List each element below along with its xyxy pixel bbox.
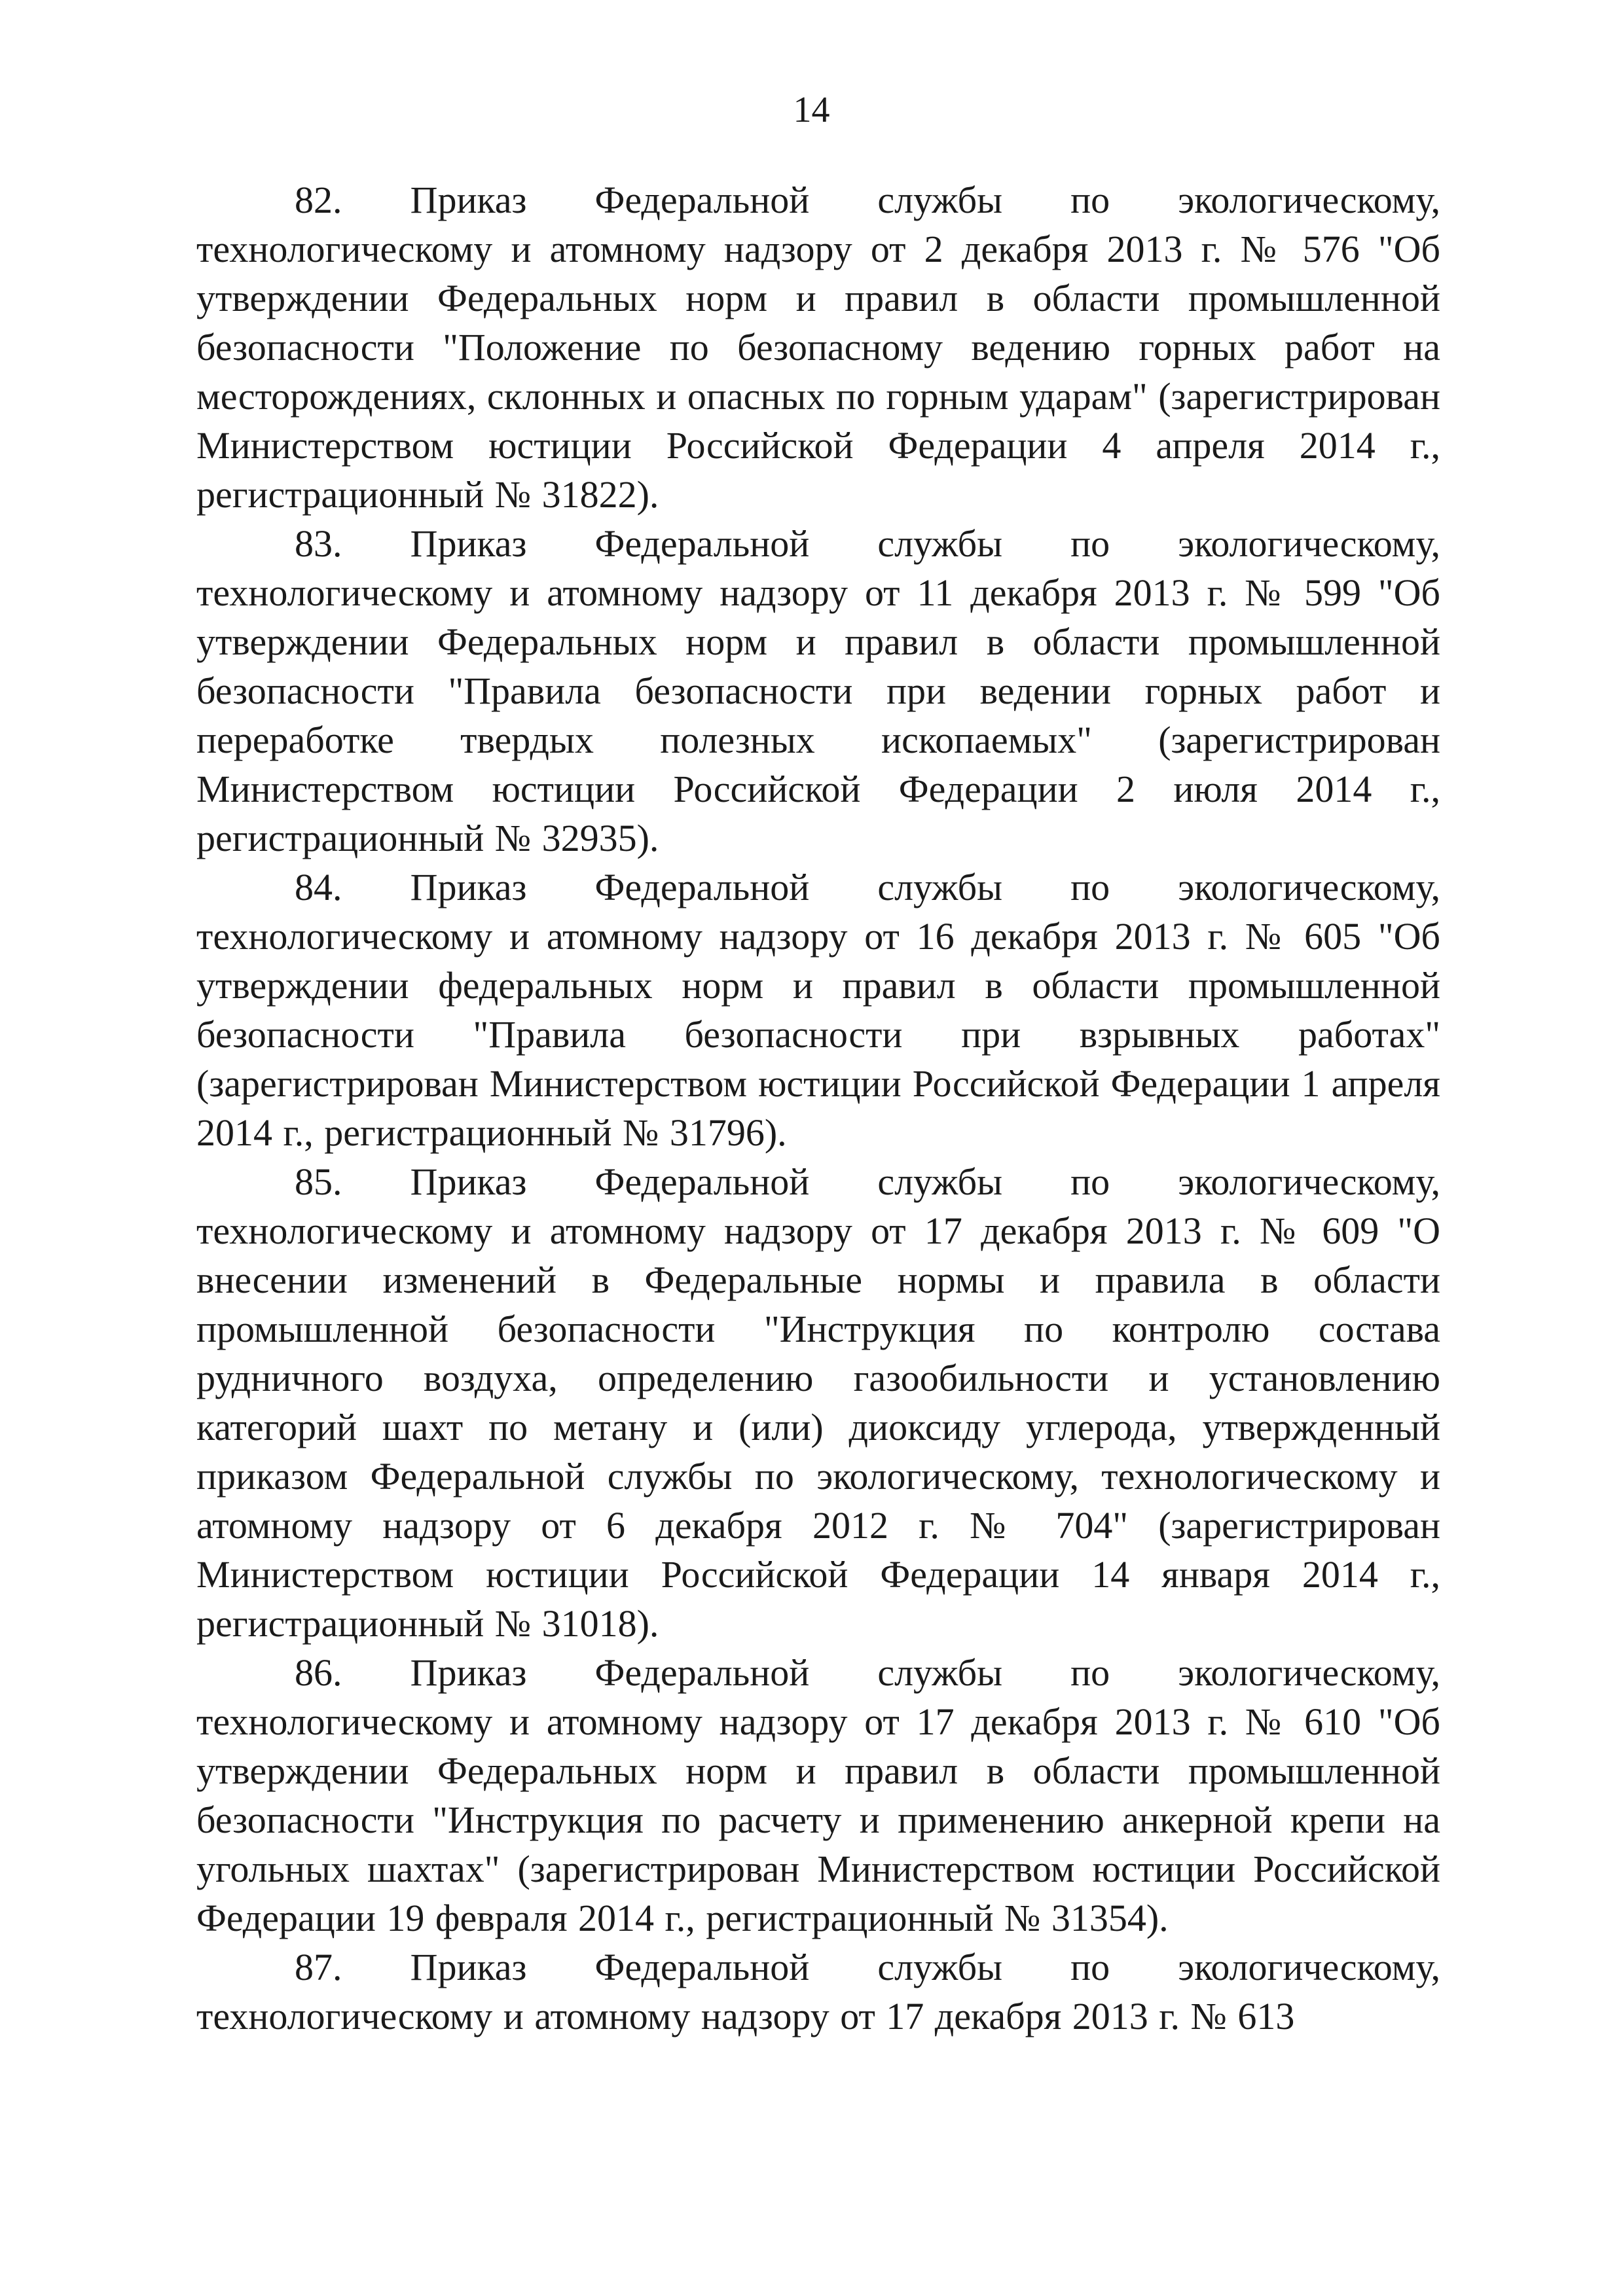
item-number: 83. bbox=[295, 522, 342, 565]
item-number: 85. bbox=[295, 1160, 342, 1203]
item-text: Приказ Федеральной службы по экологическому, технологическому и атомному надзору от 11 декабря 2013 г. № 599 "Об утверждении Федеральных норм и правил в области промышленной безопасности "Правила безопасности при ведении горных работ и переработке твердых полезных ископаемых" (зарегистрирован Министерством юстиции Российской Федерации 2 июля 2014 г., регистрационный № 32935). bbox=[196, 522, 1441, 859]
item-text: Приказ Федеральной службы по экологическому, технологическому и атомному надзору от 16 декабря 2013 г. № 605 "Об утверждении федеральных норм и правил в области промышленной безопасности "Правила безопасности при взрывных работах" (зарегистрирован Министерством юстиции Российской Федерации 1 апреля 2014 г., регистрационный № 31796). bbox=[196, 866, 1441, 1154]
list-item-83 bbox=[196, 519, 1440, 863]
item-number: 87. bbox=[295, 1946, 342, 1988]
list-item-86 bbox=[196, 1648, 1440, 1943]
item-text: Приказ Федеральной службы по экологическому, технологическому и атомному надзору от 17 декабря 2013 г. № 613 bbox=[196, 1946, 1441, 2037]
item-number: 82. bbox=[295, 179, 342, 221]
item-text: Приказ Федеральной службы по экологическому, технологическому и атомному надзору от 2 декабря 2013 г. № 576 "Об утверждении Федеральных норм и правил в области промышленной безопасности "Положение по безопасному ведению горных работ на месторождениях, склонных и опасных по горным ударам" (зарегистрирован Министерством юстиции Российской Федерации 4 апреля 2014 г., регистрационный № 31822). bbox=[196, 179, 1441, 516]
item-number: 84. bbox=[295, 866, 342, 908]
page-number: 14 bbox=[793, 90, 830, 130]
list-item-87 bbox=[196, 1943, 1440, 2041]
document-body bbox=[196, 175, 1440, 2041]
list-item-84 bbox=[196, 863, 1440, 1157]
item-text: Приказ Федеральной службы по экологическому, технологическому и атомному надзору от 17 декабря 2013 г. № 609 "О внесении изменений в Федеральные нормы и правила в области промышленной безопасности "Инструкция по контролю состава рудничного воздуха, определению газообильности и установлению категорий шахт по метану и (или) диоксиду углерода, утвержденный приказом Федеральной службы по экологическому, технологическому и атомному надзору от 6 декабря 2012 г. № 704" (зарегистрирован Министерством юстиции Российской Федерации 14 января 2014 г., регистрационный № 31018). bbox=[196, 1160, 1441, 1645]
item-text: Приказ Федеральной службы по экологическому, технологическому и атомному надзору от 17 декабря 2013 г. № 610 "Об утверждении Федеральных норм и правил в области промышленной безопасности "Инструкция по расчету и применению анкерной крепи на угольных шахтах" (зарегистрирован Министерством юстиции Российской Федерации 19 февраля 2014 г., регистрационный № 31354). bbox=[196, 1651, 1441, 1939]
item-number: 86. bbox=[295, 1651, 342, 1694]
list-item-85 bbox=[196, 1157, 1440, 1648]
list-item-82 bbox=[196, 175, 1440, 519]
